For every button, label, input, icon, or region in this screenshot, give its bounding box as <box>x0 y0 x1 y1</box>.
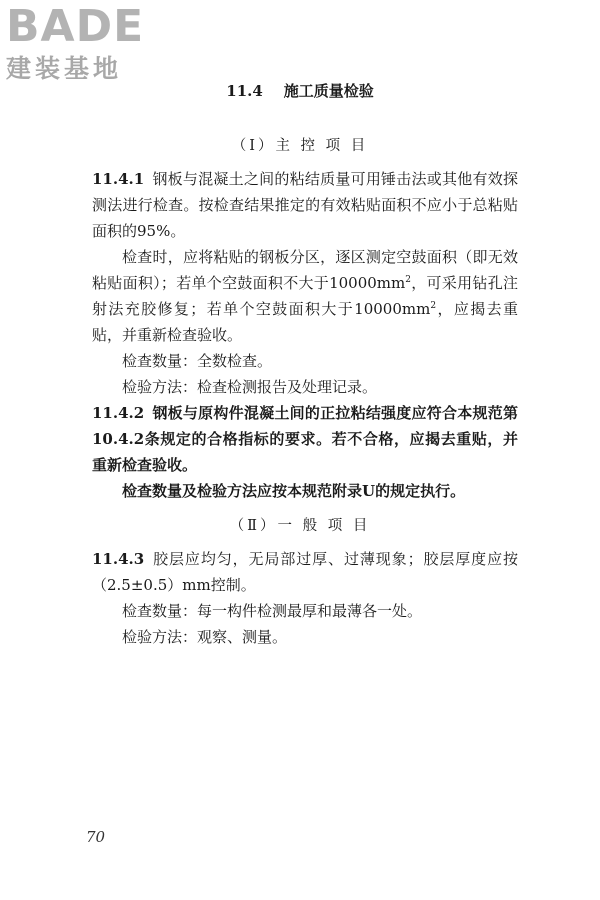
main-control-heading: （Ⅰ）主 控 项 目 <box>231 138 369 154</box>
clause-11-4-1 <box>92 166 518 244</box>
clause-number: 11.4.1 <box>92 170 145 188</box>
clause-number: 11.4.2 <box>92 404 145 422</box>
clause-11-4-3 <box>92 546 518 598</box>
note-part-1: 检查时，应将粘贴的钢板分区，逐区测定空鼓面积（即无效粘贴面积）；若单个空鼓面积不大于10000mm <box>92 248 518 292</box>
inspection-note <box>92 244 518 348</box>
clause-number: 11.4.3 <box>92 550 145 568</box>
inspection-quantity-method-2: 检查数量及检验方法应按本规范附录U的规定执行。 <box>122 482 466 500</box>
note-part-3: ，应揭去重贴，并重新检查验收。 <box>92 300 518 344</box>
section-title-text: 施工质量检验 <box>283 82 374 100</box>
clause-text: 钢板与混凝土之间的粘结质量可用锤击法或其他有效探测法进行检查。按检查结果推定的有效粘贴面积不应小于总粘贴面积的95%。 <box>92 170 518 240</box>
clause-text: 钢板与原构件混凝土间的正拉粘结强度应符合本规范第10.4.2条规定的合格指标的要求。若不合格，应揭去重贴，并重新检查验收。 <box>92 404 518 474</box>
section-number: 11.4 <box>226 82 263 100</box>
clause-text: 胶层应均匀，无局部过厚、过薄现象；胶层厚度应按（2.5±0.5）mm控制。 <box>92 550 518 594</box>
general-heading: （Ⅱ）一 般 项 目 <box>229 518 371 534</box>
logo <box>6 1 176 90</box>
inspection-quantity-1: 检查数量：全数检查。 <box>122 352 273 370</box>
page-number: 70 <box>86 828 106 846</box>
superscript: 2 <box>430 301 437 311</box>
inspection-method-3: 检验方法：观察、测量。 <box>122 628 288 646</box>
clause-11-4-2 <box>92 400 518 478</box>
superscript: 2 <box>405 275 411 285</box>
inspection-method-1: 检验方法：检查检测报告及处理记录。 <box>122 378 378 396</box>
section-title <box>0 80 600 101</box>
logo-word: BADE <box>6 1 145 52</box>
inspection-quantity-3: 检查数量：每一构件检测最厚和最薄各一处。 <box>122 602 423 620</box>
note-part-2: ，可采用钻孔注射法充胶修复；若单个空鼓面积大于10000mm <box>92 274 518 318</box>
logo-subtitle: 建装基地 <box>6 54 123 83</box>
